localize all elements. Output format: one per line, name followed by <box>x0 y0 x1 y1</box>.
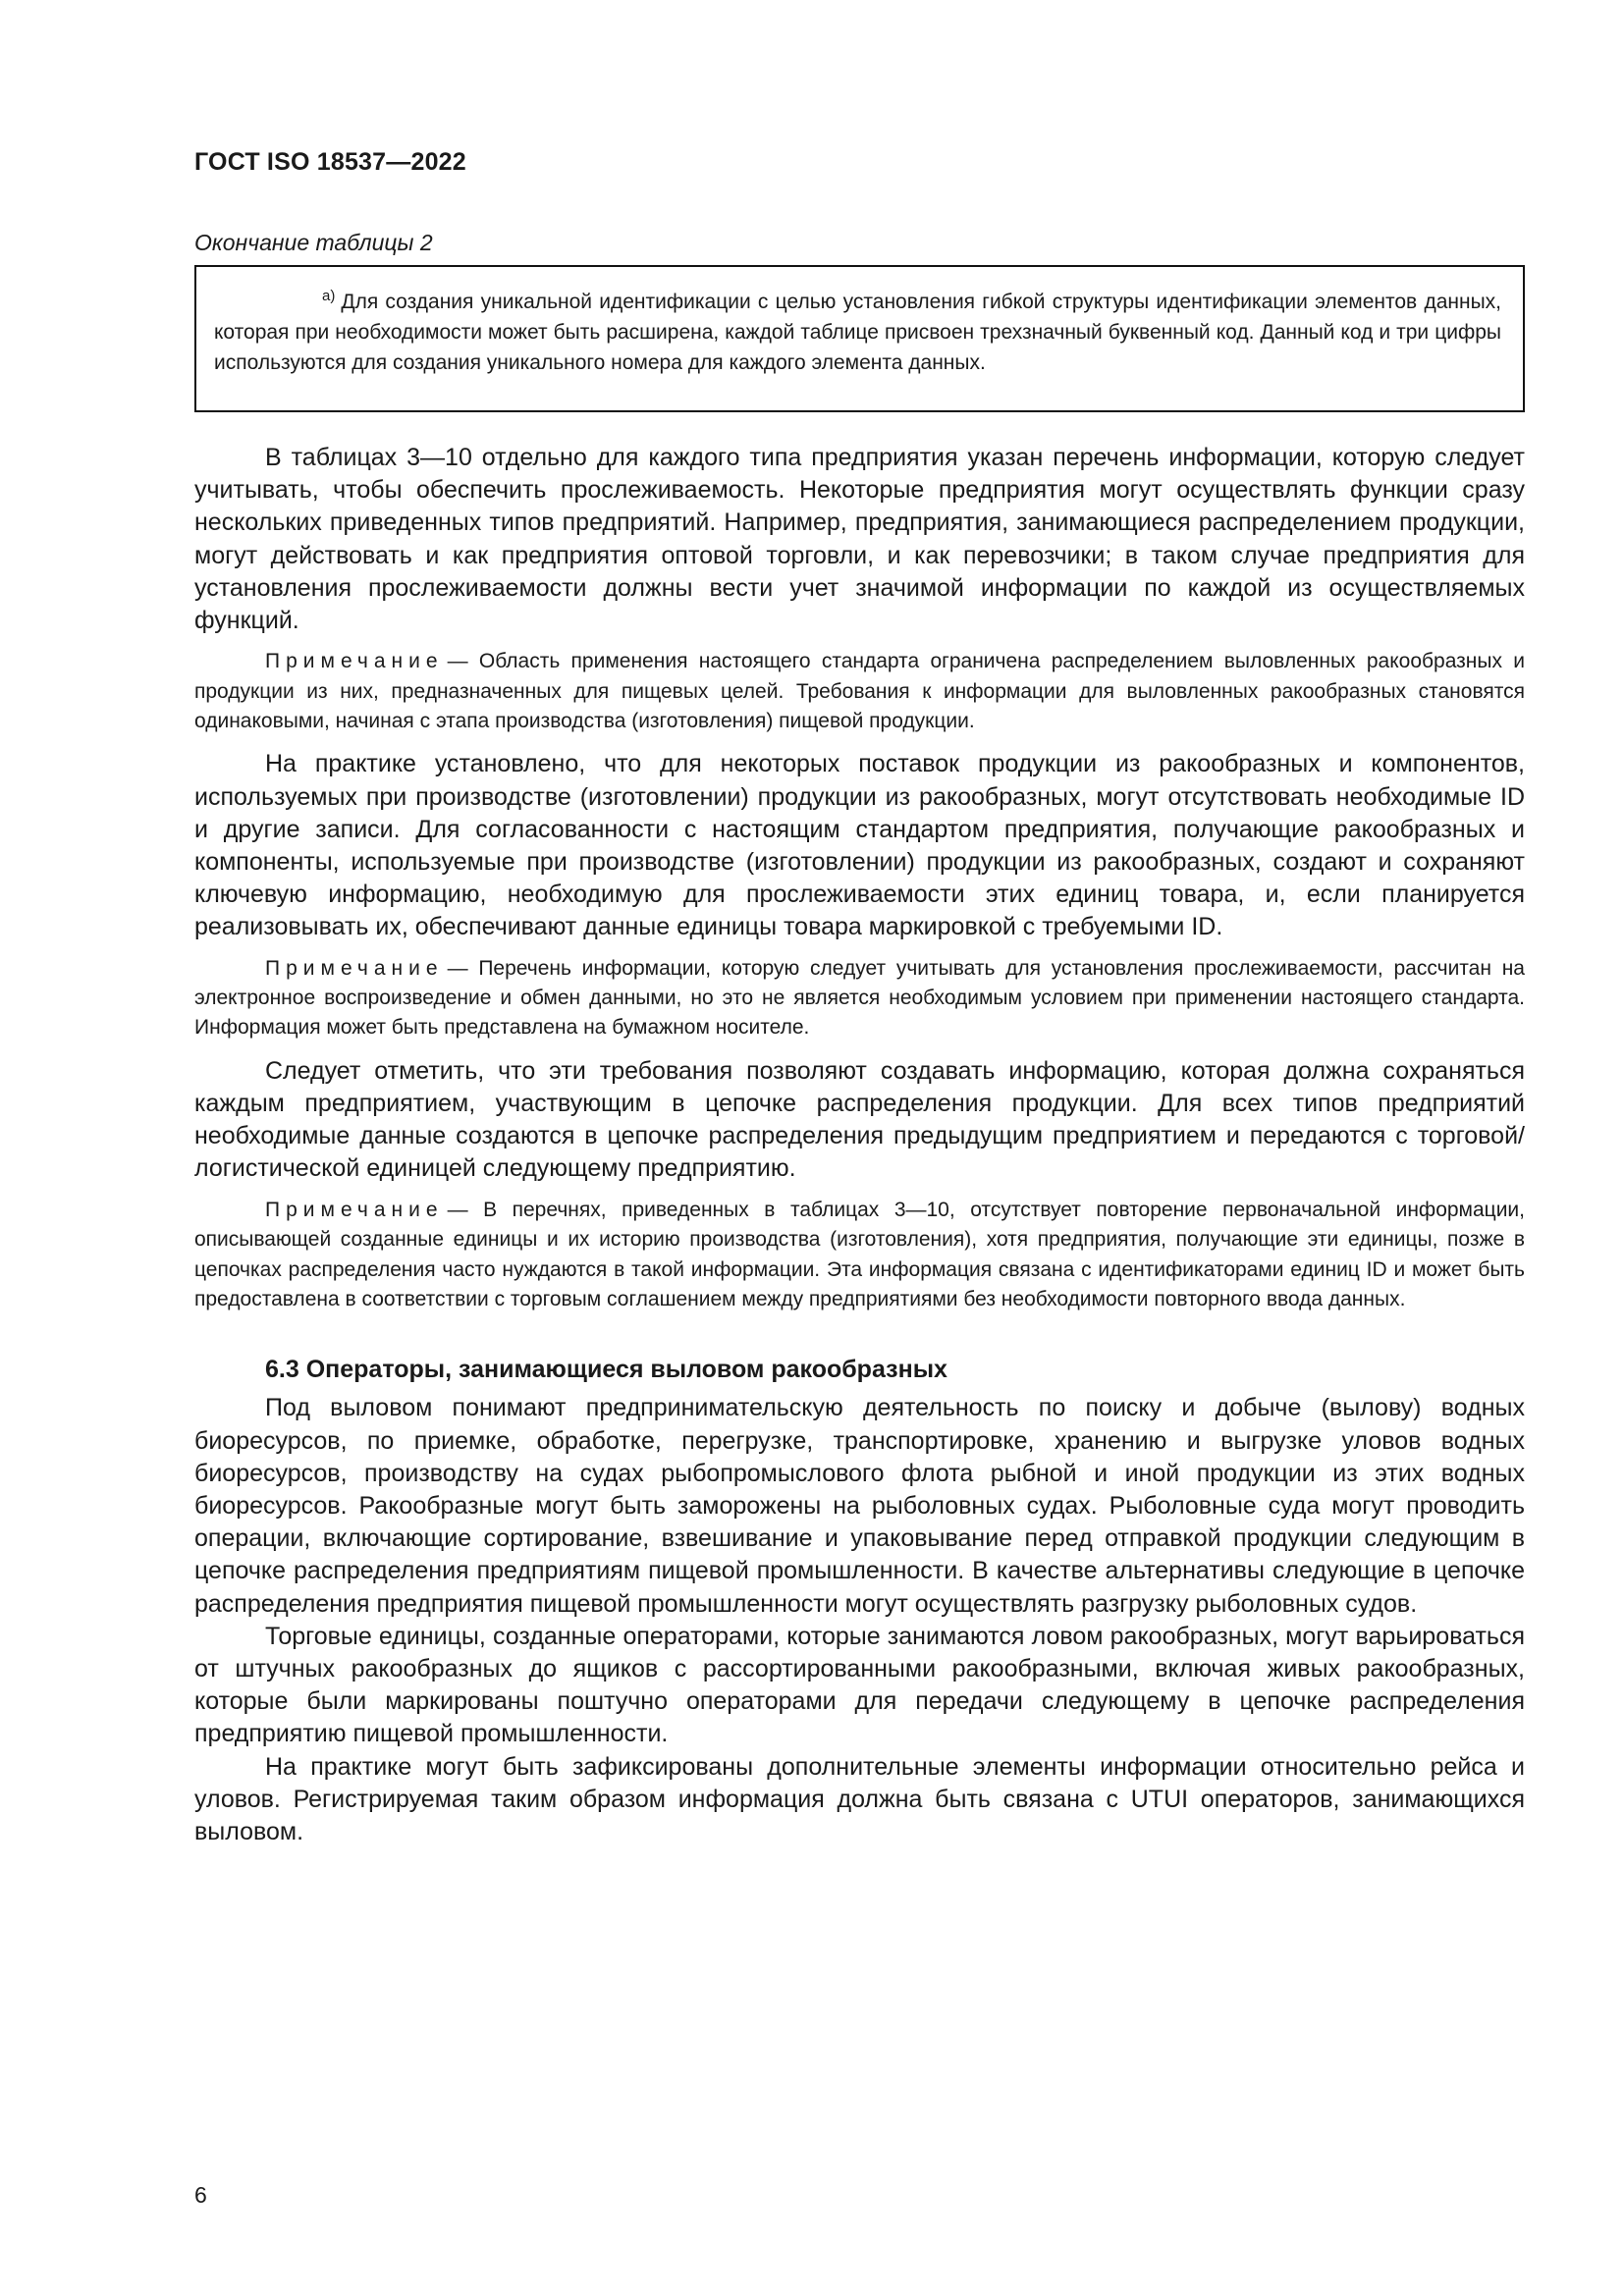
note-paragraph <box>194 1196 1525 1315</box>
note-paragraph <box>194 647 1525 736</box>
body-paragraph: На практике установлено, что для некоторых поставок продукции из ракообразных и компонентов, используемых при производстве (изготовлении) продукции из ракообразных, могут отсутствовать необходимые ID и другие записи. Для согласованности с настоящим стандартом предприятия, получающие ракообразных и компоненты, используемые при производстве (изготовлении) продукции из ракообразных, создают и сохраняют ключевую информацию, необходимую для прослеживаемости этих единиц товара, и, если планируется реализовывать их, обеспечивают данные единицы товара маркировкой с требуемыми ID. <box>194 750 1525 941</box>
note-text: — Область применения настоящего стандарта ограничена распределением выловленных ракообразных и продукции из них, предназначенных для пищевых целей. Требования к информации для выловленных ракообразных становятся одинаковыми, начиная с этапа производства (изготовления) пищевой продукции. <box>194 650 1525 733</box>
section-heading: 6.3 Операторы, занимающиеся выловом ракообразных <box>265 1356 947 1384</box>
document-code-header: ГОСТ ISO 18537—2022 <box>194 148 466 176</box>
note-label: Примечание <box>265 956 444 980</box>
footnote-text: Для создания уникальной идентификации с целью установления гибкой структуры идентификации элементов данных, которая при необходимости может быть расширена, каждой таблице присвоен трехзначный буквенный код. Данный код и три цифры используются для создания уникального номера для каждого элемента данных. <box>214 291 1501 374</box>
footnote-marker: a) <box>322 288 336 304</box>
table-footnote-box <box>194 265 1525 412</box>
note-text: — Перечень информации, которую следует учитывать для установления прослеживаемости, рассчитан на электронное воспроизведение и обмен данными, но это не является необходимым условием при применении настоящего стандарта. Информация может быть представлена на бумажном носителе. <box>194 956 1525 1040</box>
note-paragraph <box>194 954 1525 1043</box>
note-label: Примечание <box>265 1198 444 1221</box>
note-label: Примечание <box>265 650 444 673</box>
section-paragraph: Торговые единицы, созданные операторами, которые занимаются ловом ракообразных, могут варьироваться от штучных ракообразных до ящиков с рассортированными ракообразными, включая живых ракообразных, которые были маркированы поштучно операторами для передачи следующему в цепочке распределения предприятию пищевой промышленности. <box>194 1622 1525 1748</box>
note-text: — В перечнях, приведенных в таблицах 3—10, отсутствует повторение первоначальной информации, описывающей созданные единицы и их историю производства (изготовления), хотя предприятия, получающие эти единицы, позже в цепочках распределения часто нуждаются в такой информации. Эта информация связана с идентификаторами единиц ID и может быть предоставлена в соответствии с торговым соглашением между предприятиями без необходимости повторного ввода данных. <box>194 1198 1525 1310</box>
body-paragraph: В таблицах 3—10 отдельно для каждого типа предприятия указан перечень информации, которую следует учитывать, чтобы обеспечить прослеживаемость. Некоторые предприятия могут осуществлять функции сразу нескольких приведенных типов предприятий. Например, предприятия, занимающиеся распределением продукции, могут действовать и как предприятия оптовой торговли, и как перевозчики; в таком случае предприятия для установления прослеживаемости должны вести учет значимой информации по каждой из осуществляемых функций. <box>194 444 1525 635</box>
table-footnote <box>214 281 1501 378</box>
table-continuation-caption: Окончание таблицы 2 <box>194 230 433 255</box>
body-text <box>194 442 1525 1848</box>
section-paragraph: Под выловом понимают предпринимательскую деятельность по поиску и добыче (вылову) водных биоресурсов, по приемке, обработке, перегрузке, транспортировке, хранению и выгрузке уловов водных биоресурсов, производству на судах рыбопромыслового флота рыбной и иной продукции из этих водных биоресурсов. Ракообразные могут быть заморожены на рыболовных судах. Рыболовные суда могут проводить операции, включающие сортирование, взвешивание и упаковывание перед отправкой продукции следующим в цепочке распределения предприятиям пищевой промышленности. В качестве альтернативы следующие в цепочке распределения предприятия пищевой промышленности могут осуществлять разгрузку рыболовных судов. <box>194 1394 1525 1618</box>
body-paragraph: Следует отметить, что эти требования позволяют создавать информацию, которая должна сохраняться каждым предприятием, участвующим в цепочке распределения продукции. Для всех типов предприятий необходимые данные создаются в цепочке распределения предыдущим предприятием и передаются с торговой/логистической единицей следующему предприятию. <box>194 1056 1525 1183</box>
page-number: 6 <box>194 2182 207 2208</box>
section-paragraph: На практике могут быть зафиксированы дополнительные элементы информации относительно рейса и уловов. Регистрируемая таким образом информация должна быть связана с UTUI операторов, занимающихся выловом. <box>194 1752 1525 1845</box>
